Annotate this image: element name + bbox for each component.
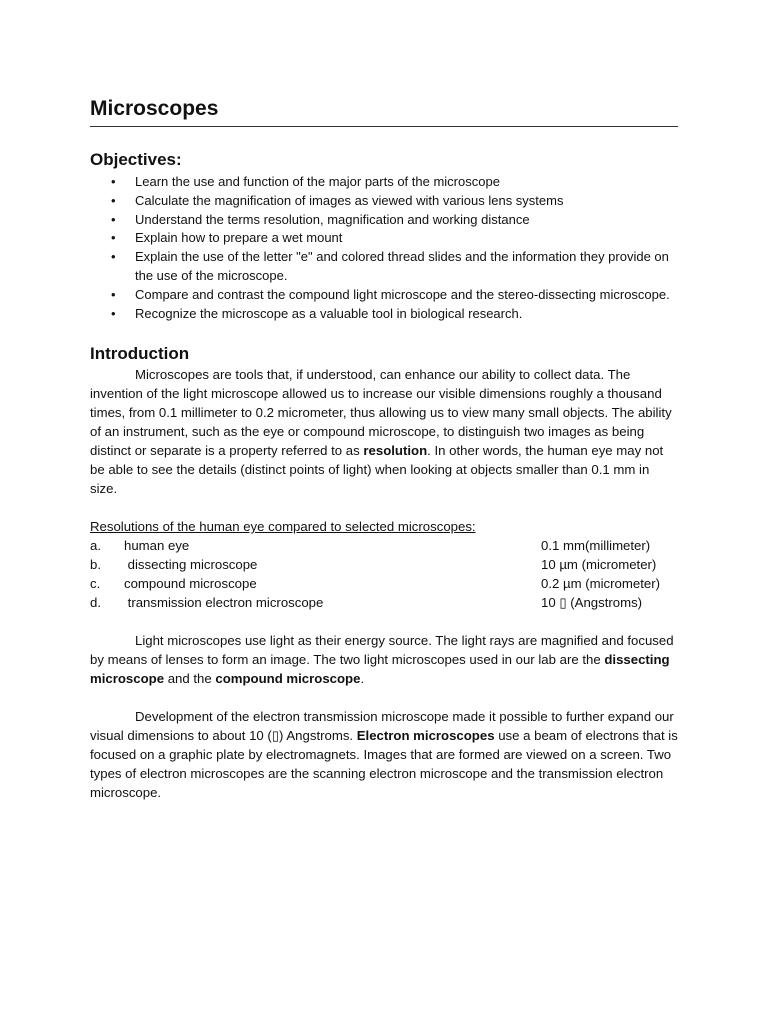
bullet-icon: • [111,305,116,321]
resolutions-heading: Resolutions of the human eye compared to selected microscopes: [90,519,476,535]
row-letter: b. [90,557,101,573]
compound-microscope-term: compound microscope [215,671,361,687]
bullet-icon: • [111,211,116,227]
row-value: 10 ▯ (Angstroms) [541,595,643,611]
resolution-row [90,593,678,612]
electron-microscopes-paragraph: Development of the electron transmission microscope made it possible to further expand our visual dimensions to about 10 (▯) Angstroms. Electron microscopes use a beam of electrons that is focused on a graphic plate by electromagnets. Images that are formed are viewed on a screen. Two types of electron microscopes are the scanning electron microscope and the transmission electron microscope. [90,709,678,801]
objectives-list [90,173,678,323]
resolution-row [90,574,678,593]
list-item: • Recognize the microscope as a valuable tool in biological research. [90,305,678,324]
row-letter: c. [90,576,101,592]
list-item: • Calculate the magnification of images as viewed with various lens systems [90,192,678,211]
row-name: dissecting microscope [124,557,258,573]
list-item: • Compare and contrast the compound light microscope and the stereo-dissecting microscope. [90,286,678,305]
row-name: human eye [124,538,190,554]
list-item: • Understand the terms resolution, magnification and working distance [90,211,678,230]
row-value: 0.1 mm(millimeter) [541,538,651,554]
bullet-icon: • [111,249,116,265]
row-name: compound microscope [124,576,257,592]
resolution-term: resolution [363,443,428,459]
row-letter: d. [90,595,101,611]
row-letter: a. [90,538,101,554]
page-title: Microscopes [90,96,678,127]
document-page [90,96,678,802]
list-item: • Learn the use and function of the major parts of the microscope [90,173,678,192]
bullet-icon: • [111,230,116,246]
list-item: • Explain how to prepare a wet mount [90,229,678,248]
light-microscopes-paragraph: Light microscopes use light as their energy source. The light rays are magnified and focused by means of lenses to form an image. The two light microscopes used in our lab are the dissecting microscope and the compound microscope. [90,633,674,687]
row-name: transmission electron microscope [124,595,324,611]
bullet-icon: • [111,174,116,189]
dissecting-microscope-term: dissecting microscope [90,652,670,687]
objectives-heading: Objectives: [90,150,182,169]
electron-microscopes-term: Electron microscopes [356,728,495,744]
row-value: 10 µm (micrometer) [541,557,657,573]
resolution-row [90,555,678,574]
resolution-row [90,536,678,555]
introduction-heading: Introduction [90,344,190,364]
bullet-icon: • [111,192,116,208]
introduction-paragraph: Microscopes are tools that, if understood, can enhance our ability to collect data. The invention of the light microscope allowed us to increase our visible dimensions roughly a thousand times, from 0.1 millimeter to 0.2 micrometer, thus allowing us to view many small objects. The ability of an instrument, such as the eye or compound microscope, to distinguish two images as being distinct or separate is a property referred to as resolution. In other words, the human eye may not be able to see the details (distinct points of light) when looking at objects smaller than 0.1 mm in size. [90,367,672,497]
list-item: • Explain the use of the letter "e" and colored thread slides and the information they provide on the use of the microscope. [111,249,669,283]
row-value: 0.2 µm (micrometer) [541,576,660,592]
bullet-icon: • [111,286,116,302]
